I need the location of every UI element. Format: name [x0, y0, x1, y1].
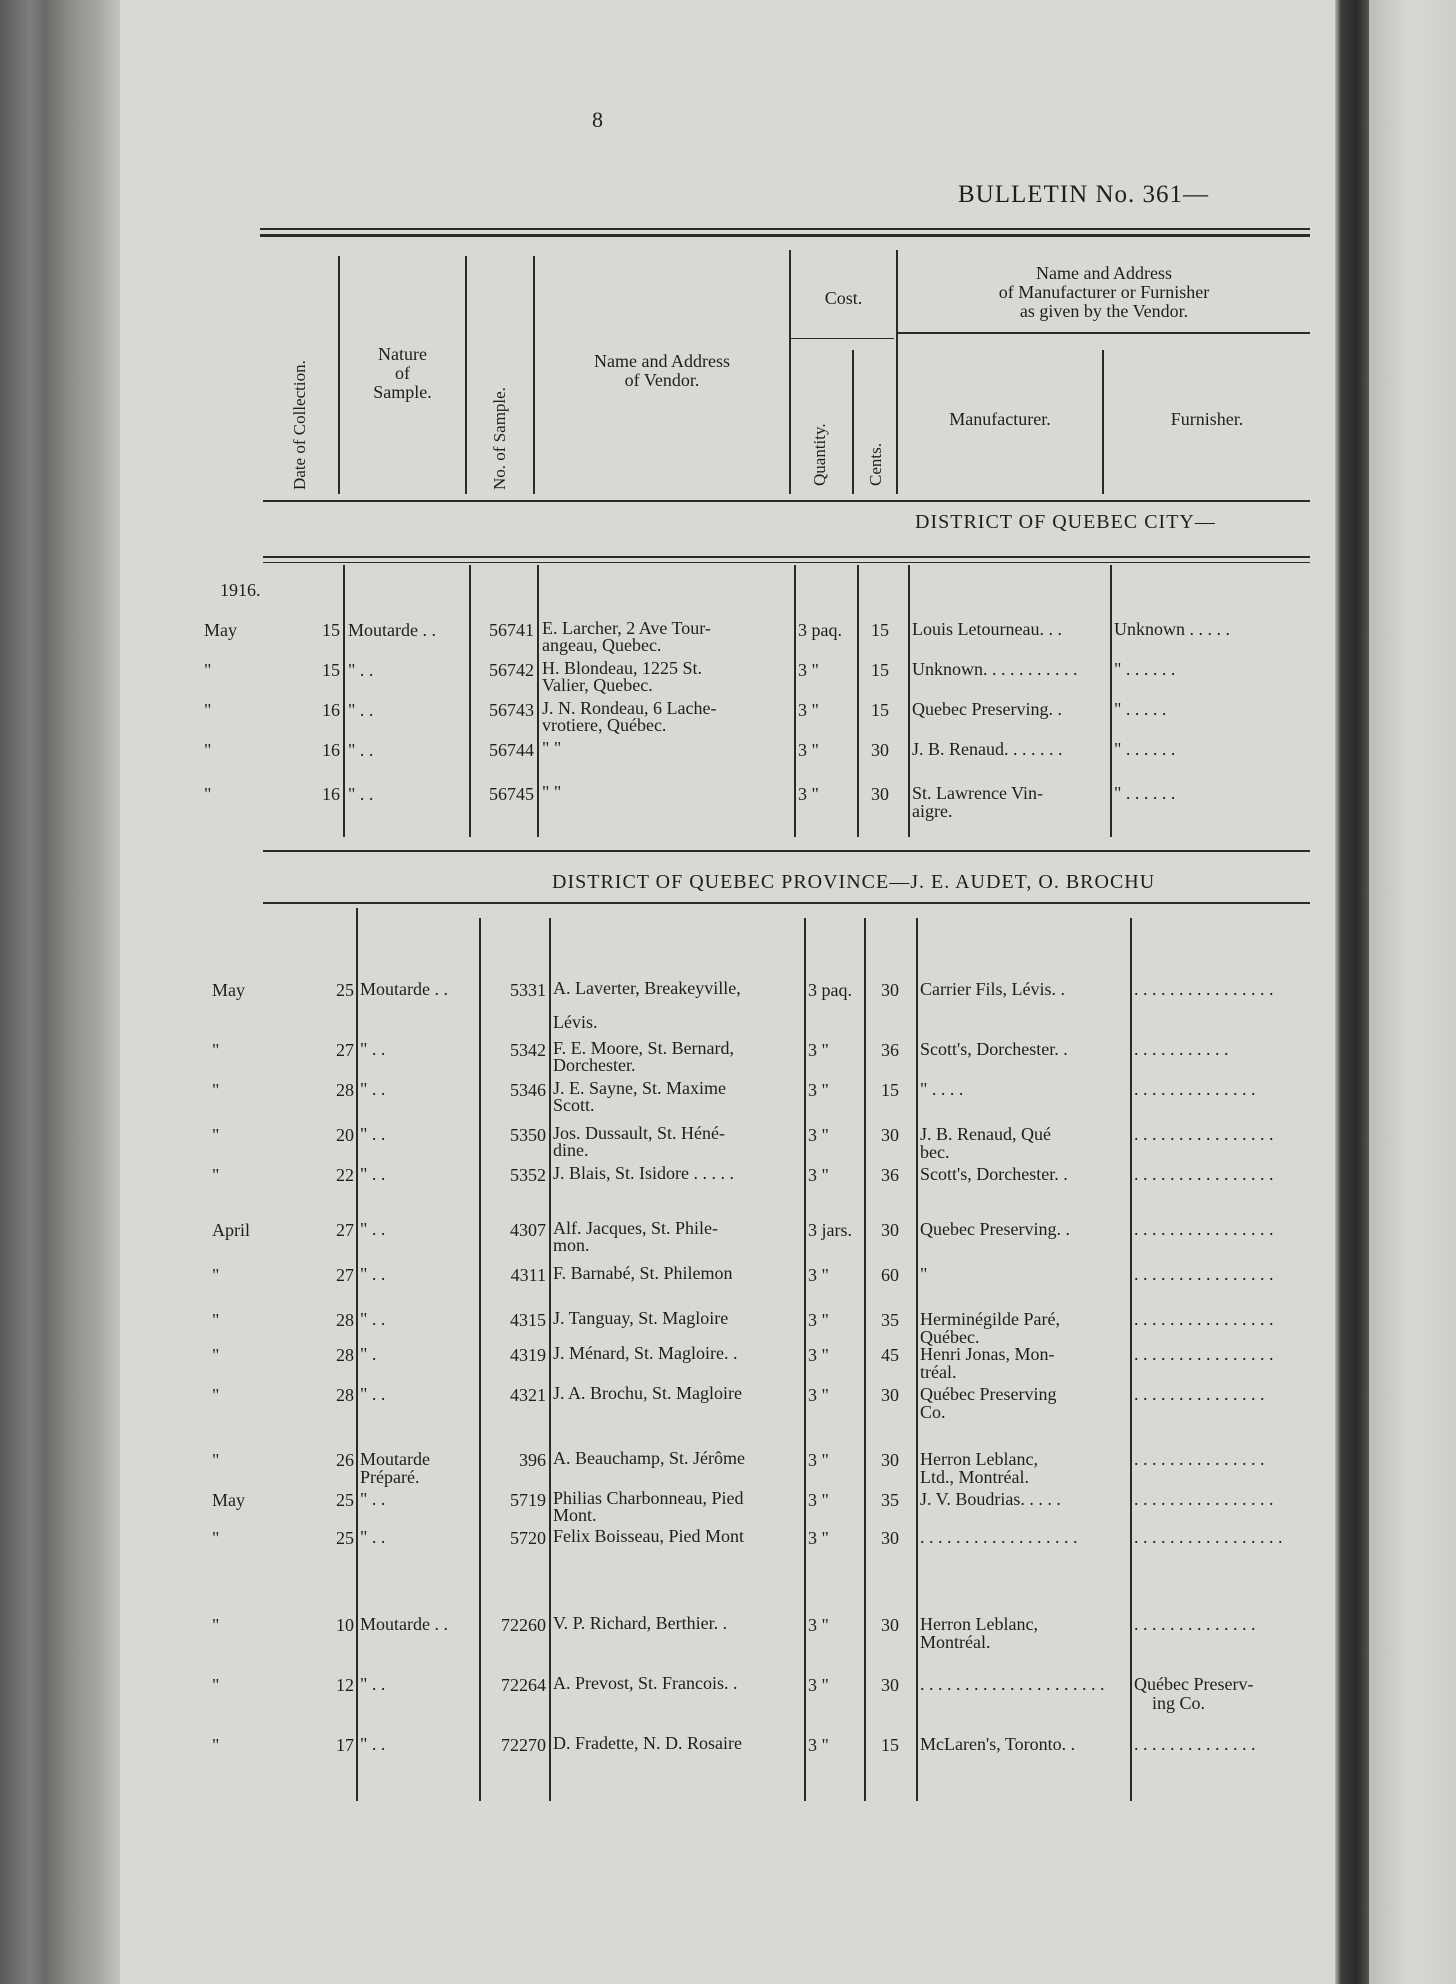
sample-number: 4315	[510, 1310, 546, 1330]
sample-number: 5720	[510, 1528, 546, 1548]
cost-underline	[791, 338, 894, 339]
furnisher: . . . . . . . . . . . . . . . . .	[1134, 1527, 1283, 1547]
date-month: "	[204, 700, 212, 720]
sample-nature: " . .	[348, 700, 374, 720]
date-month: "	[212, 1265, 220, 1285]
sample-nature: " . .	[360, 1039, 386, 1059]
date-day: 15	[322, 620, 340, 640]
cents: 30	[871, 740, 889, 760]
header-divider	[465, 256, 467, 494]
furnisher: " . . . . .	[1114, 699, 1167, 719]
manufacturer: Co.	[920, 1402, 946, 1422]
date-day: 16	[322, 700, 340, 720]
col-divider	[479, 918, 481, 1801]
cents: 35	[881, 1310, 899, 1330]
cents: 60	[881, 1265, 899, 1285]
vendor-name: J. Ménard, St. Magloire. .	[553, 1343, 738, 1363]
date-day: 20	[336, 1125, 354, 1145]
col-divider	[804, 918, 806, 1801]
cents: 15	[871, 660, 889, 680]
vendor-name: Felix Boisseau, Pied Mont	[553, 1526, 745, 1546]
manufacturer: Louis Letourneau. . .	[912, 619, 1062, 639]
furnisher: . . . . . . . . . . . . . .	[1134, 1614, 1256, 1634]
col-divider	[537, 565, 539, 837]
vendor-name: A. Prevost, St. Francois. .	[553, 1673, 738, 1693]
header-divider	[852, 350, 854, 494]
sample-nature: Moutarde . .	[348, 620, 436, 640]
date-month: "	[204, 740, 212, 760]
quantity: 3 "	[798, 660, 819, 680]
col-divider	[857, 565, 859, 837]
sample-number: 56743	[489, 700, 534, 720]
date-month: "	[212, 1675, 220, 1695]
manufacturer: Herron Leblanc,	[920, 1449, 1038, 1469]
sample-nature: " . .	[360, 1674, 386, 1694]
date-day: 15	[322, 660, 340, 680]
date-month: "	[212, 1310, 220, 1330]
manufacturer: " . . . .	[920, 1079, 964, 1099]
sample-number: 5342	[510, 1040, 546, 1060]
date-month: "	[212, 1080, 220, 1100]
date-month: May	[204, 620, 237, 640]
date-day: 25	[336, 980, 354, 1000]
vendor-name: Mont.	[553, 1505, 597, 1525]
vendor-name: A. Beauchamp, St. Jérôme	[553, 1448, 745, 1468]
sample-number: 72260	[501, 1615, 546, 1635]
book-gutter	[1335, 0, 1369, 1984]
date-day: 17	[336, 1735, 354, 1755]
manufacturer: Quebec Preserving. .	[912, 699, 1062, 719]
quantity: 3 "	[808, 1040, 829, 1060]
date-month: "	[204, 660, 212, 680]
cents: 30	[881, 1450, 899, 1470]
date-day: 26	[336, 1450, 354, 1470]
cents: 15	[881, 1735, 899, 1755]
cents: 30	[881, 980, 899, 1000]
quantity: 3 "	[798, 784, 819, 804]
manufacturer: Quebec Preserving. .	[920, 1219, 1070, 1239]
manufacturer: St. Lawrence Vin-	[912, 783, 1044, 803]
furnisher: Unknown . . . . .	[1114, 619, 1230, 639]
manufacturer: Montréal.	[920, 1632, 991, 1652]
quantity: 3 "	[808, 1345, 829, 1365]
header-manufacturer: Manufacturer.	[949, 409, 1051, 429]
district-rule-2	[263, 562, 1310, 563]
date-month: "	[212, 1528, 220, 1548]
sample-nature: " .	[360, 1344, 377, 1364]
col-divider	[916, 918, 918, 1801]
vendor-name: Alf. Jacques, St. Phile-	[553, 1218, 718, 1238]
sample-number: 72264	[501, 1675, 546, 1695]
sample-number: 72270	[501, 1735, 546, 1755]
cents: 15	[871, 620, 889, 640]
date-day: 28	[336, 1385, 354, 1405]
furnisher: " . . . . . .	[1114, 659, 1176, 679]
cents: 30	[871, 784, 889, 804]
sample-number: 4311	[510, 1265, 546, 1285]
col-divider	[1110, 565, 1112, 837]
cents: 30	[881, 1125, 899, 1145]
cents: 36	[881, 1165, 899, 1185]
district-rule	[263, 902, 1310, 904]
vendor-name: E. Larcher, 2 Ave Tour-	[542, 618, 711, 638]
vendor-name: Dorchester.	[553, 1055, 636, 1075]
manufacturer: J. B. Renaud, Qué	[920, 1124, 1051, 1144]
furnisher: " . . . . . .	[1114, 739, 1176, 759]
vendor-name: J. Blais, St. Isidore . . . . .	[553, 1163, 735, 1183]
date-day: 28	[336, 1345, 354, 1365]
manufacturer: McLaren's, Toronto. .	[920, 1734, 1076, 1754]
sample-nature: " . .	[360, 1219, 386, 1239]
quantity: 3 "	[808, 1615, 829, 1635]
book-left-edge	[0, 0, 120, 1984]
quantity: 3 "	[808, 1490, 829, 1510]
quantity: 3 "	[808, 1080, 829, 1100]
header-divider	[789, 250, 791, 494]
sample-number: 5346	[510, 1080, 546, 1100]
quantity: 3 "	[798, 700, 819, 720]
sample-nature: Moutarde . .	[360, 979, 448, 999]
sample-number: 4307	[510, 1220, 546, 1240]
sample-nature: " . .	[360, 1309, 386, 1329]
vendor-name: J. Tanguay, St. Magloire	[553, 1308, 729, 1328]
manufacturer: Herminégilde Paré,	[920, 1309, 1060, 1329]
furnisher: . . . . . . . . . . . . . . . .	[1134, 1264, 1274, 1284]
furnisher: . . . . . . . . . . . . . . . .	[1134, 1219, 1274, 1239]
sample-number: 5350	[510, 1125, 546, 1145]
sample-nature: " . .	[360, 1079, 386, 1099]
quantity: 3 "	[808, 1165, 829, 1185]
date-day: 27	[336, 1265, 354, 1285]
cents: 30	[881, 1675, 899, 1695]
vendor-name: angeau, Quebec.	[542, 635, 662, 655]
header-quantity: Quantity.	[810, 423, 829, 486]
vendor-name: F. Barnabé, St. Philemon	[553, 1263, 733, 1283]
date-day: 16	[322, 740, 340, 760]
vendor-name: Scott.	[553, 1095, 595, 1115]
manufacturer: Québec.	[920, 1327, 980, 1347]
manufacturer: Scott's, Dorchester. .	[920, 1164, 1068, 1184]
quantity: 3 "	[808, 1385, 829, 1405]
sample-number: 56741	[489, 620, 534, 640]
sample-nature: " . .	[360, 1264, 386, 1284]
quantity: 3 paq.	[808, 980, 852, 1000]
date-day: 22	[336, 1165, 354, 1185]
date-day: 10	[336, 1615, 354, 1635]
page-number: 8	[592, 107, 603, 132]
vendor-name: J. N. Rondeau, 6 Lache-	[542, 698, 717, 718]
header-date: Date of Collection.	[290, 360, 309, 490]
vendor-name: Lévis.	[553, 1012, 598, 1032]
manufacturer: "	[920, 1264, 928, 1284]
facing-page-edge	[1369, 0, 1456, 1984]
sample-number: 5352	[510, 1165, 546, 1185]
date-day: 25	[336, 1528, 354, 1548]
date-month: "	[212, 1345, 220, 1365]
year-label: 1916.	[220, 580, 261, 600]
date-month: "	[204, 784, 212, 804]
cents: 15	[871, 700, 889, 720]
quantity: 3 "	[808, 1528, 829, 1548]
sample-number: 5719	[510, 1490, 546, 1510]
quantity: 3 "	[808, 1265, 829, 1285]
header-bottom-rule	[263, 500, 1310, 502]
manufacturer: Québec Preserving	[920, 1384, 1057, 1404]
date-month: "	[212, 1125, 220, 1145]
vendor-name: J. A. Brochu, St. Magloire	[553, 1383, 742, 1403]
sample-number: 56745	[489, 784, 534, 804]
date-day: 28	[336, 1080, 354, 1100]
sample-number: 5331	[510, 980, 546, 1000]
top-rule-2	[260, 234, 1310, 237]
vendor-name: Jos. Dussault, St. Héné-	[553, 1123, 725, 1143]
furnisher: . . . . . . . . . . . . . . . .	[1134, 979, 1274, 999]
quantity: 3 jars.	[808, 1220, 852, 1240]
manufacturer: bec.	[920, 1142, 950, 1162]
date-day: 12	[336, 1675, 354, 1695]
manufacturer: Herron Leblanc,	[920, 1614, 1038, 1634]
col-divider	[1130, 918, 1132, 1801]
col-divider	[908, 565, 910, 837]
cents: 30	[881, 1220, 899, 1240]
vendor-name: J. E. Sayne, St. Maxime	[553, 1078, 726, 1098]
sample-nature: " . .	[348, 784, 374, 804]
sample-nature: Moutarde . .	[360, 1614, 448, 1634]
sample-nature: " . .	[360, 1489, 386, 1509]
furnisher: ing Co.	[1152, 1693, 1206, 1713]
header-sample-no: No. of Sample.	[490, 387, 509, 490]
cents: 30	[881, 1528, 899, 1548]
sample-number: 4321	[510, 1385, 546, 1405]
furnisher: . . . . . . . . . . . . . .	[1134, 1734, 1256, 1754]
header-cost: Cost.	[824, 288, 863, 308]
sample-nature: " . .	[348, 740, 374, 760]
vendor-name: D. Fradette, N. D. Rosaire	[553, 1733, 742, 1753]
date-month: "	[212, 1450, 220, 1470]
sample-nature: " . .	[360, 1124, 386, 1144]
cents: 35	[881, 1490, 899, 1510]
furnisher: . . . . . . . . . . . . . . . .	[1134, 1489, 1274, 1509]
district-rule	[263, 850, 1310, 852]
cents: 36	[881, 1040, 899, 1060]
quantity: 3 "	[798, 740, 819, 760]
sample-number: 4319	[510, 1345, 546, 1365]
date-day: 27	[336, 1040, 354, 1060]
sample-nature: Préparé.	[360, 1467, 420, 1487]
vendor-name: H. Blondeau, 1225 St.	[542, 658, 702, 678]
district-rule	[263, 556, 1310, 558]
furnisher: . . . . . . . . . . . . . . . .	[1134, 1124, 1274, 1144]
col-divider	[794, 565, 796, 837]
manufacturer: Carrier Fils, Lévis. .	[920, 979, 1065, 999]
furnisher: . . . . . . . . . . . . . .	[1134, 1079, 1256, 1099]
vendor-name: F. E. Moore, St. Bernard,	[553, 1038, 735, 1058]
scanned-page	[120, 0, 1335, 1984]
manufacturer: J. B. Renaud. . . . . . .	[912, 739, 1063, 759]
furnisher: . . . . . . . . . . . . . . .	[1134, 1449, 1265, 1469]
date-day: 16	[322, 784, 340, 804]
date-day: 27	[336, 1220, 354, 1240]
cents: 45	[881, 1345, 899, 1365]
date-month: "	[212, 1040, 220, 1060]
sample-nature: Moutarde	[360, 1449, 430, 1469]
furnisher: Québec Preserv-	[1134, 1674, 1254, 1694]
header-nature: Nature of Sample.	[373, 344, 432, 402]
header-maker-group: Name and Address of Manufacturer or Furnisher as given by the Vendor.	[998, 263, 1210, 321]
furnisher: . . . . . . . . . . . . . . .	[1134, 1384, 1265, 1404]
vendor-name: V. P. Richard, Berthier. .	[553, 1613, 728, 1633]
quantity: 3 "	[808, 1450, 829, 1470]
quantity: 3 paq.	[798, 620, 842, 640]
manufacturer: tréal.	[920, 1362, 957, 1382]
sample-nature: " . .	[360, 1384, 386, 1404]
maker-underline	[898, 332, 1310, 334]
sample-number: 56744	[489, 740, 534, 760]
manufacturer: aigre.	[912, 801, 953, 821]
vendor-name: A. Laverter, Breakeyville,	[553, 978, 741, 998]
quantity: 3 "	[808, 1125, 829, 1145]
sample-nature: " . .	[360, 1164, 386, 1184]
manufacturer: J. V. Boudrias. . . . .	[920, 1489, 1061, 1509]
manufacturer: Scott's, Dorchester. .	[920, 1039, 1068, 1059]
date-day: 28	[336, 1310, 354, 1330]
date-month: "	[212, 1735, 220, 1755]
manufacturer: . . . . . . . . . . . . . . . . . .	[920, 1527, 1078, 1547]
furnisher: . . . . . . . . . . . . . . . .	[1134, 1309, 1274, 1329]
furnisher: . . . . . . . . . . .	[1134, 1039, 1229, 1059]
header-vendor: Name and Address of Vendor.	[594, 351, 730, 390]
date-month: May	[212, 980, 245, 1000]
col-divider	[864, 918, 866, 1801]
sample-nature: " . .	[360, 1527, 386, 1547]
vendor-name: Valier, Quebec.	[542, 675, 653, 695]
header-furnisher: Furnisher.	[1170, 409, 1244, 429]
date-month: "	[212, 1165, 220, 1185]
vendor-name: " "	[542, 738, 562, 758]
quantity: 3 "	[808, 1735, 829, 1755]
sample-nature: " . .	[360, 1734, 386, 1754]
date-month: "	[212, 1385, 220, 1405]
furnisher: " . . . . . .	[1114, 783, 1176, 803]
furnisher: . . . . . . . . . . . . . . . .	[1134, 1164, 1274, 1184]
date-month: "	[212, 1615, 220, 1635]
cents: 15	[881, 1080, 899, 1100]
col-divider	[356, 908, 358, 1801]
cents: 30	[881, 1615, 899, 1635]
manufacturer: Ltd., Montréal.	[920, 1467, 1029, 1487]
manufacturer: . . . . . . . . . . . . . . . . . . . . .	[920, 1674, 1105, 1694]
vendor-name: dine.	[553, 1140, 589, 1160]
date-day: 25	[336, 1490, 354, 1510]
manufacturer: Unknown. . . . . . . . . . .	[912, 659, 1078, 679]
manufacturer: Henri Jonas, Mon-	[920, 1344, 1055, 1364]
vendor-name: mon.	[553, 1235, 590, 1255]
col-divider	[343, 565, 345, 837]
sample-number: 396	[519, 1450, 546, 1470]
sample-number: 56742	[489, 660, 534, 680]
quantity: 3 "	[808, 1675, 829, 1695]
date-month: May	[212, 1490, 245, 1510]
date-month: April	[212, 1220, 250, 1240]
vendor-name: Philias Charbonneau, Pied	[553, 1488, 744, 1508]
district-heading: DISTRICT OF QUEBEC CITY—	[915, 511, 1216, 533]
vendor-name: vrotiere, Québec.	[542, 715, 667, 735]
running-head: BULLETIN No. 361—	[958, 181, 1209, 208]
top-rule	[260, 228, 1310, 230]
header-cents: Cents.	[866, 443, 885, 486]
col-divider	[549, 918, 551, 1801]
cents: 30	[881, 1385, 899, 1405]
quantity: 3 "	[808, 1310, 829, 1330]
district-heading: DISTRICT OF QUEBEC PROVINCE—J. E. AUDET, O. BROCHU	[552, 871, 1156, 893]
sample-nature: " . .	[348, 660, 374, 680]
furnisher: . . . . . . . . . . . . . . . .	[1134, 1344, 1274, 1364]
vendor-name: " "	[542, 782, 562, 802]
